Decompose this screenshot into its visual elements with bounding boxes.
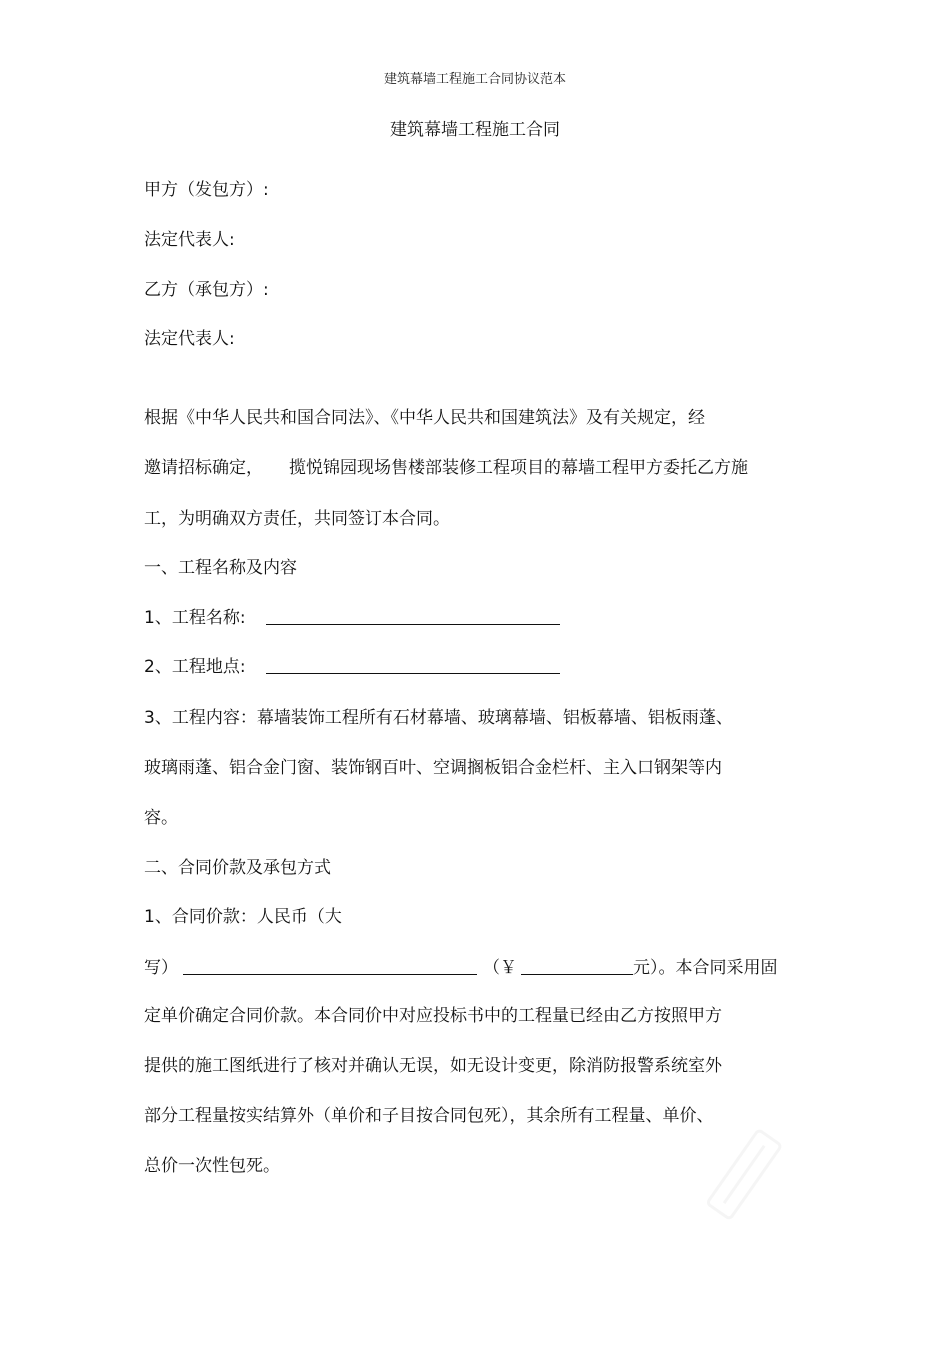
price-in-words-blank	[183, 956, 477, 975]
contract-price-line-2	[144, 956, 778, 980]
contract-price-line-4: 提供的施工图纸进行了核对并确认无误，如无设计变更，除消防报警系统室外	[144, 1056, 722, 1076]
contract-price-line-6: 总价一次性包死。	[144, 1156, 280, 1176]
contract-price-line-3: 定单价确定合同价款。本合同价中对应投标书中的工程量已经由乙方按照甲方	[144, 1006, 722, 1026]
project-content-line-3: 容。	[144, 808, 178, 828]
party-a-line: 甲方（发包方）:	[144, 180, 269, 200]
project-name-label: 1、工程名称:	[144, 608, 246, 628]
project-name-blank	[266, 606, 560, 625]
contract-price-prefix: 写）	[144, 958, 178, 978]
intro-line-2-part-b: 揽悦锦园现场售楼部装修工程项目的幕墙工程甲方委托乙方施	[289, 458, 748, 478]
contract-price-line-1: 1、合同价款：人民币（大	[144, 907, 342, 927]
project-location-label: 2、工程地点:	[144, 657, 246, 677]
price-yuan-symbol: （￥	[483, 958, 517, 978]
party-b-line: 乙方（承包方）:	[144, 280, 269, 300]
project-location-line	[144, 655, 560, 679]
intro-paragraph-line-1: 根据《中华人民共和国合同法》、《中华人民共和国建筑法》及有关规定，经	[144, 408, 705, 428]
project-location-blank	[266, 655, 560, 674]
project-content-line-1: 3、工程内容：幕墙装饰工程所有石材幕墙、玻璃幕墙、铝板幕墙、铝板雨蓬、	[144, 708, 733, 728]
page-header: 建筑幕墙工程施工合同协议范本	[383, 72, 566, 87]
party-a-rep-line: 法定代表人:	[144, 230, 235, 250]
party-b-rep-line: 法定代表人:	[144, 329, 235, 349]
project-content-line-2: 玻璃雨蓬、铝合金门窗、装饰钢百叶、空调搁板铝合金栏杆、主入口钢架等内	[144, 758, 722, 778]
intro-paragraph-line-3: 工，为明确双方责任，共同签订本合同。	[144, 509, 450, 529]
contract-price-suffix: 元）。本合同采用固	[633, 958, 778, 978]
project-name-line	[144, 606, 560, 630]
faint-watermark	[690, 1115, 800, 1235]
intro-line-2-part-a: 邀请招标确定，	[144, 458, 263, 478]
section-1-heading: 一、工程名称及内容	[144, 558, 297, 578]
intro-paragraph-line-2	[144, 456, 748, 480]
document-title: 建筑幕墙工程施工合同	[390, 120, 560, 140]
contract-price-line-5: 部分工程量按实结算外（单价和子目按合同包死），其余所有工程量、单价、	[144, 1106, 714, 1126]
section-2-heading: 二、合同价款及承包方式	[144, 858, 331, 878]
price-in-figures-blank	[521, 956, 633, 975]
